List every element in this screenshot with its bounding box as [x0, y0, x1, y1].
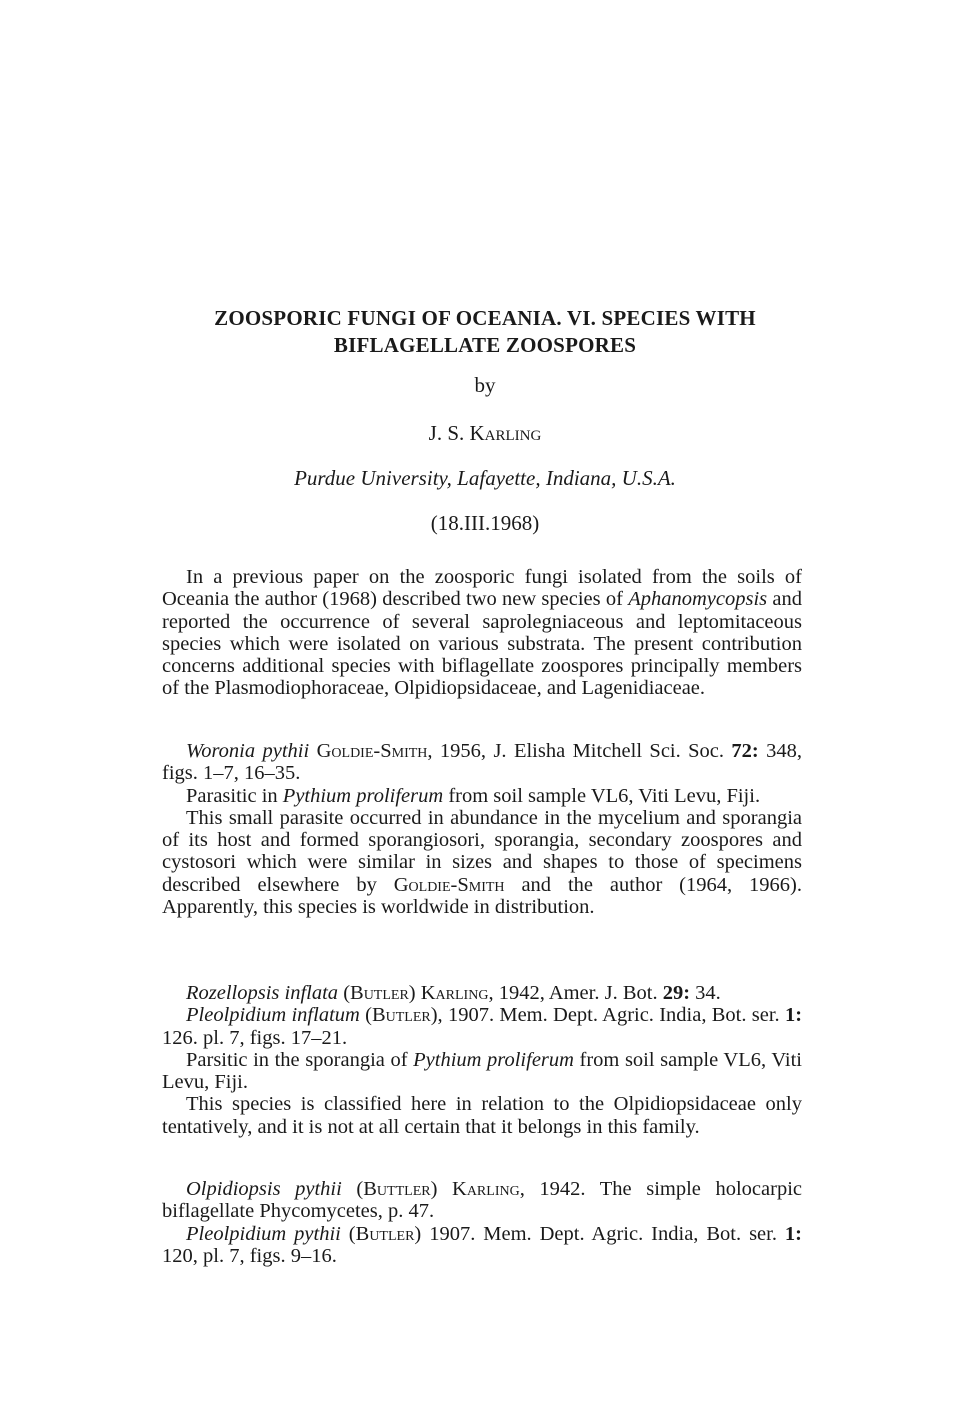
rozellopsis-host: [162, 1049, 802, 1094]
rozellopsis-host-species: Pythium proliferum: [413, 1048, 574, 1071]
rozellopsis-volume: 29:: [662, 982, 691, 1004]
olpidiopsis-synonym: Pleolpidium pythii (Butler) 1907. Mem. Dept. Agric. India, Bot. ser. 1: 120, pl. 7, figs. 9–16.: [162, 1222, 802, 1267]
rozellopsis-author-2: Karling: [420, 982, 489, 1004]
received-date: (18.III.1968): [430, 511, 540, 535]
rozellopsis-synonym-cit-1: ), 1907. Mem. Dept. Agric. India, Bot. ser.: [430, 1004, 785, 1027]
rozellopsis-synonym-author: Butler: [371, 1004, 431, 1027]
by-line: by: [474, 373, 496, 397]
rozellopsis-cit-1: , 1942, Amer. J. Bot.: [488, 982, 663, 1004]
olpidiopsis-synonym-cit-2: 120, pl. 7, figs. 9–16.: [162, 1244, 337, 1267]
intro-section: [162, 566, 802, 700]
article-title: [140, 305, 830, 359]
rozellopsis-synonym-cit-2: 126. pl. 7, figs. 17–21.: [162, 1026, 348, 1049]
woronia-citation: [162, 740, 802, 785]
woronia-host-2: from soil sample VL6, Viti Levu, Fiji.: [443, 784, 761, 807]
olpidiopsis-synonym-author: Butler: [355, 1222, 415, 1245]
woronia-desc-2: and the author (1964, 1966). Apparently, this species is worldwide in distribution.: [162, 873, 802, 919]
title-line-1: ZOOSPORIC FUNGI OF OCEANIA. VI. SPECIES WITH: [214, 306, 756, 330]
author-line: [140, 421, 830, 446]
rozellopsis-description: This species is classified here in relation to the Olpidiopsidaceae only tentatively, and it is not at all certain that it belongs in this family.: [162, 1093, 802, 1138]
title-line-2: BIFLAGELLATE ZOOSPORES: [333, 333, 637, 357]
olpidiopsis-synonym-volume: 1:: [784, 1222, 802, 1245]
rozellopsis-synonym-volume: 1:: [784, 1004, 803, 1027]
woronia-desc-author: Goldie-Smith: [393, 873, 505, 896]
intro-genus: Aphanomycopsis: [628, 588, 768, 611]
author-initials: J. S.: [428, 421, 470, 445]
olpidiopsis-synonym-cit-1: ) 1907. Mem. Dept. Agric. India, Bot. ser.: [414, 1222, 785, 1245]
woronia-host-1: Parasitic in: [186, 784, 283, 807]
woronia-section: [162, 740, 802, 918]
woronia-cit-2: 348, figs. 1–7, 16–35.: [162, 740, 803, 785]
rozellopsis-host-2: from soil sample VL6, Viti Levu, Fiji.: [162, 1048, 802, 1094]
woronia-desc-1: This small parasite occurred in abundance in the mycelium and sporangia of its host and formed sporangiosori, sporangia, secondary zoospores and cystosori which were similar in sizes and shapes to those of specimens described elsewhere by: [162, 806, 802, 896]
intro-text-2: and reported the occurrence of several saprolegniaceous and leptomitaceous species which were isolated on various substrata. The present contribution concerns additional species with biflagellate zoospores principally members of the Plasmodiophoraceae, Olpidiopsidaceae, and Lagenidiaceae.: [162, 588, 802, 700]
author-surname: Karling: [469, 421, 542, 445]
olpidiopsis-citation: Olpidiopsis pythii (Buttler) Karling, 1942. The simple holocarpic biflagellate Phycomycetes, p. 47.: [162, 1178, 802, 1223]
woronia-volume: 72:: [731, 740, 759, 762]
rozellopsis-name: Rozellopsis inflata: [186, 982, 339, 1004]
olpidiopsis-author-1: Buttler: [363, 1178, 431, 1200]
olpidiopsis-author-2: Karling: [452, 1178, 520, 1200]
intro-paragraph: [162, 566, 802, 700]
woronia-name: Woronia pythii: [186, 740, 310, 762]
rozellopsis-citation: Rozellopsis inflata (Butler) Karling, 1942, Amer. J. Bot. 29: 34.: [186, 982, 721, 1004]
rozellopsis-host-1: Parsitic in the sporangia of: [186, 1048, 414, 1071]
woronia-cit-1: , 1956, J. Elisha Mitchell Sci. Soc.: [427, 740, 732, 762]
olpidiopsis-cit: , 1942. The simple holocarpic biflagellate Phycomycetes, p. 47.: [162, 1178, 802, 1223]
olpidiopsis-synonym-name: Pleolpidium pythii: [186, 1222, 341, 1245]
rozellopsis-synonym: Pleolpidium inflatum (Butler), 1907. Mem. Dept. Agric. India, Bot. ser. 1: 126. pl. 7, figs. 17–21.: [162, 1004, 803, 1049]
affiliation: Purdue University, Lafayette, Indiana, U.S.A.: [294, 466, 676, 490]
rozellopsis-author-1: Butler: [350, 982, 409, 1004]
woronia-host: [162, 785, 802, 807]
woronia-description: [162, 807, 802, 918]
rozellopsis-synonym-name: Pleolpidium inflatum: [186, 1004, 360, 1027]
intro-text-1: In a previous paper on the zoosporic fungi isolated from the soils of Oceania the author (1968) described two new species of: [162, 566, 802, 611]
woronia-host-species: Pythium proliferum: [282, 784, 444, 807]
rozellopsis-section: [162, 982, 802, 1138]
rozellopsis-cit-2: 34.: [690, 982, 721, 1004]
olpidiopsis-name: Olpidiopsis pythii: [186, 1178, 342, 1200]
olpidiopsis-section: [162, 1178, 802, 1267]
woronia-author: Goldie-Smith: [316, 740, 428, 762]
